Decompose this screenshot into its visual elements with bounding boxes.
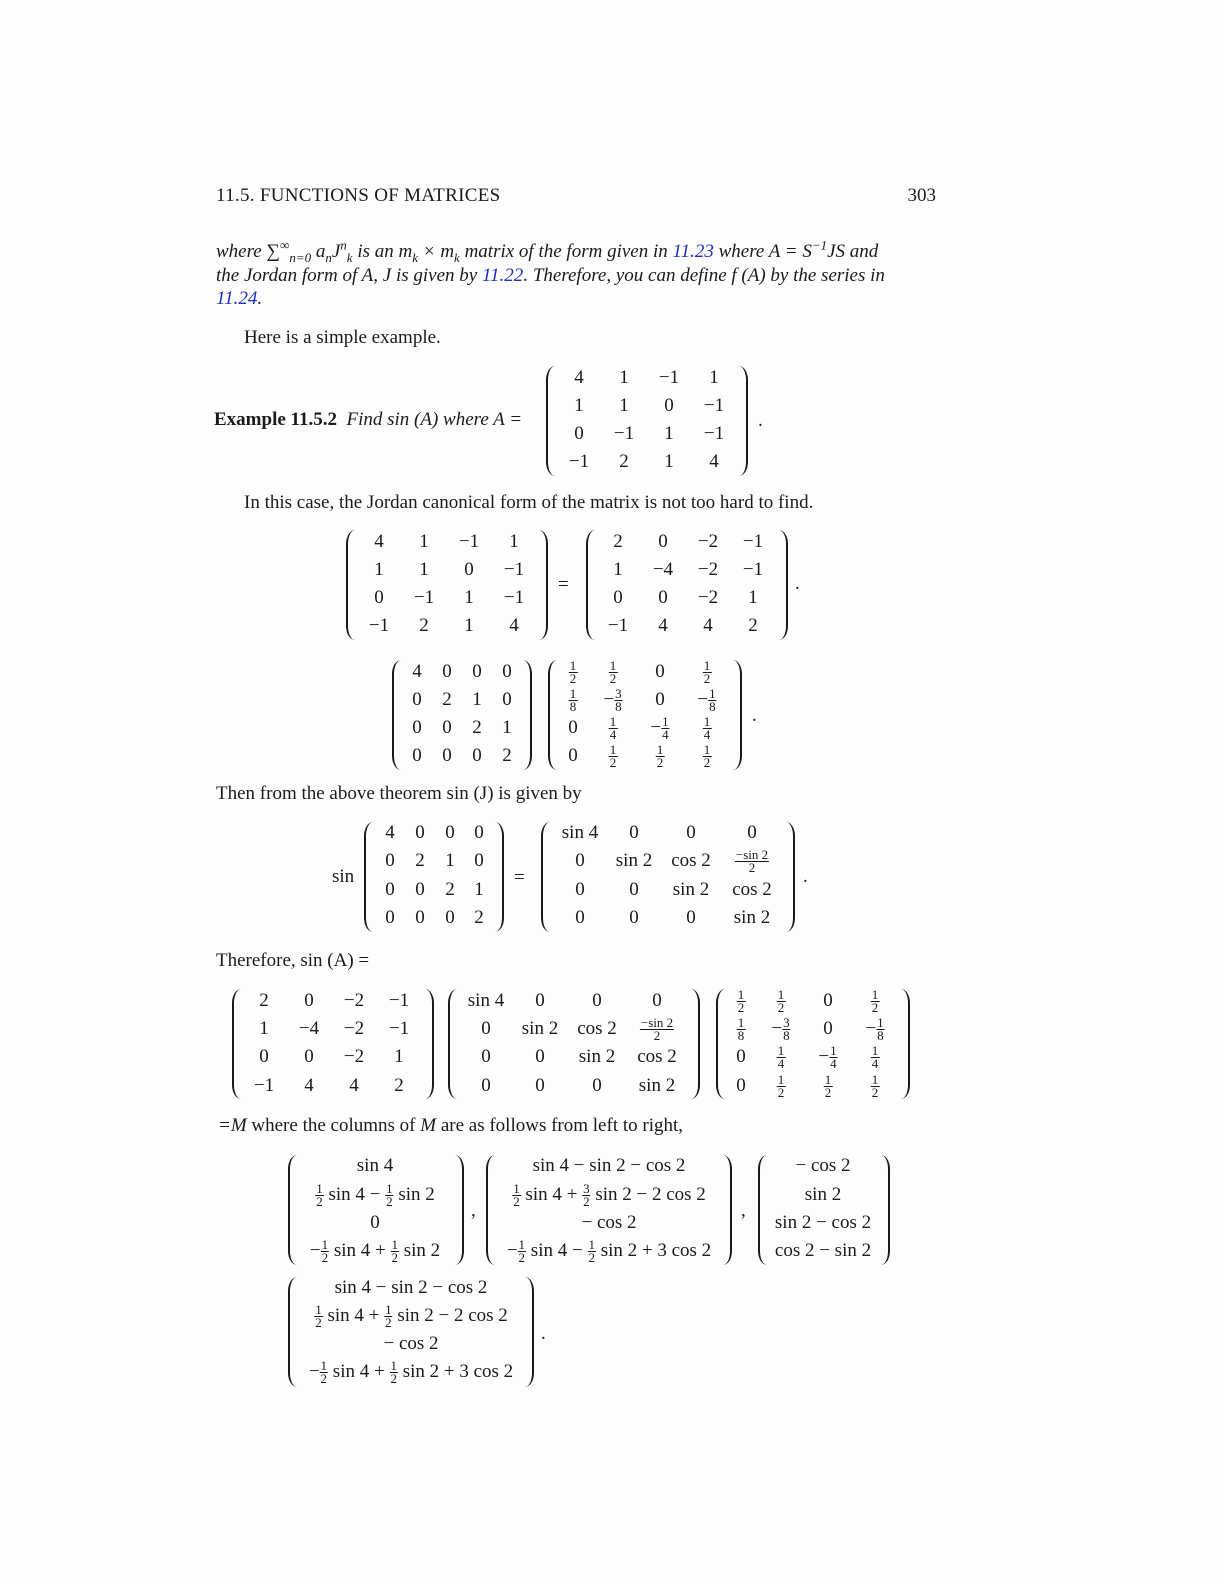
matrix-entry: 4: [709, 451, 719, 472]
matrix-entry: [640, 1015, 674, 1043]
matrix-entry: 0: [385, 907, 395, 928]
matrix-entry: 0: [629, 879, 639, 900]
left-parenthesis: [448, 989, 466, 1099]
matrix-entry: [737, 987, 746, 1015]
fraction: $\frac{3}{2}$: [583, 1181, 590, 1210]
intro-line-3: 11.24.: [216, 288, 263, 309]
matrix-S-inverse-product: [232, 989, 434, 1099]
matrix-entry: −1: [503, 559, 525, 580]
matrix-entry: 0: [664, 395, 674, 416]
matrix-entry: −1: [368, 615, 390, 636]
matrix-entry: cos 2: [637, 1046, 677, 1067]
matrix-S-inverse: [586, 530, 788, 640]
matrix-entry: − $\frac{3}{8}$: [603, 686, 622, 715]
matrix-entry: 0: [736, 1046, 746, 1067]
period: .: [795, 573, 800, 594]
matrix-entry: sin 2: [578, 1046, 616, 1067]
matrix-entry: [871, 1043, 880, 1071]
matrix-entry: 0: [304, 990, 314, 1011]
matrix-entry: [703, 658, 712, 686]
matrix-entry: −2: [697, 559, 719, 580]
fraction: $\frac{1}{8}$: [877, 1015, 884, 1044]
vector-entry: $\frac{1}{2}$ sin 4 + $\frac{3}{2}$ sin 2 − 2 cos 2: [513, 1181, 706, 1210]
matrix-entry: 0: [442, 717, 452, 738]
right-parenthesis: [446, 1155, 464, 1265]
matrix-entry: − $\frac{1}{4}$: [650, 714, 669, 743]
matrix-entry: 0: [575, 879, 585, 900]
ref-11-22[interactable]: 11.22: [481, 264, 524, 286]
matrix-entry: 4: [412, 661, 422, 682]
matrix-entry: [777, 987, 786, 1015]
fraction: $\frac{1}{2}$: [777, 987, 785, 1016]
matrix-entry: 0: [629, 822, 639, 843]
matrix-entry: sin 2: [521, 1018, 559, 1039]
matrix-entry: 0: [415, 879, 425, 900]
matrix-entry: −1: [742, 559, 764, 580]
matrix-entry: 2: [442, 689, 452, 710]
matrix-entry: 0: [686, 822, 696, 843]
fraction: $\frac{1}{2}$: [320, 1358, 328, 1387]
vector-entry: − $\frac{1}{2}$ sin 4 − $\frac{1}{2}$ sin 2 + 3 cos 2: [506, 1237, 712, 1266]
right-parenthesis: [714, 1155, 732, 1265]
matrix-entry: 2: [748, 615, 758, 636]
matrix-entry: 0: [568, 745, 578, 766]
matrix-entry: 0: [823, 1018, 833, 1039]
matrix-entry: sin 4: [467, 990, 505, 1011]
matrix-entry: cos 2: [732, 879, 772, 900]
right-parenthesis: [770, 530, 788, 640]
right-parenthesis: [777, 822, 795, 932]
matrix-entry: −1: [503, 587, 525, 608]
matrix-entry: −1: [413, 587, 435, 608]
matrix-entry: − $\frac{3}{8}$: [771, 1015, 790, 1044]
matrix-entry: 2: [619, 451, 629, 472]
matrix-entry: 2: [613, 531, 623, 552]
matrix-entry: [824, 1072, 833, 1100]
matrix-entry: −1: [703, 395, 725, 416]
fraction: $\frac{-\sin 2}{2}$: [735, 847, 769, 876]
fraction: $\frac{1}{2}$: [737, 987, 745, 1016]
fraction: $\frac{1}{2}$: [321, 1237, 329, 1266]
matrix-entry: −4: [298, 1018, 320, 1039]
theorem-text: Then from the above theorem sin (J) is given by: [216, 783, 582, 804]
matrix-entry: 0: [736, 1075, 746, 1096]
matrix-entry: sin 2: [733, 907, 771, 928]
intro-line-1: where $\sum^\infty_{n=0}$ $a_nJ^n_k$ is an $m_k \times m_k$ matrix of the form given in 11.23 where $A = S^{-1}JS$ and: [216, 237, 879, 265]
left-parenthesis: [758, 1155, 776, 1265]
matrix-entry: 2: [474, 907, 484, 928]
jordan-text: In this case, the Jordan canonical form of the matrix is not too hard to find.: [244, 492, 814, 513]
matrix-entry: 0: [655, 661, 665, 682]
matrix-entry: [609, 714, 618, 742]
left-parenthesis: [548, 660, 566, 770]
matrix-A-repeat: [346, 530, 548, 640]
matrix-entry: 0: [658, 531, 668, 552]
intro-paragraph: [216, 237, 936, 311]
fraction: $\frac{1}{2}$: [513, 1181, 520, 1210]
matrix-entry: 1: [619, 395, 629, 416]
fraction: $\frac{1}{8}$: [569, 686, 577, 715]
matrix-entry: −2: [343, 1018, 365, 1039]
fraction: $\frac{1}{8}$: [709, 686, 716, 715]
left-parenthesis: [586, 530, 604, 640]
intro-line-2: the Jordan form of A, J is given by 11.22. Therefore, you can define f (A) by the series in: [216, 264, 885, 286]
fraction: $\frac{1}{2}$: [871, 1072, 879, 1101]
matrix-entry: 0: [374, 587, 384, 608]
matrix-J-sin-arg: [364, 822, 504, 932]
page-number: 303: [907, 185, 936, 206]
matrix-entry: [777, 1072, 786, 1100]
matrix-entry: 1: [613, 559, 623, 580]
matrix-entry: 0: [823, 990, 833, 1011]
matrix-entry: 1: [472, 689, 482, 710]
left-parenthesis: [346, 530, 364, 640]
vector-entry: cos 2 − sin 2: [774, 1240, 872, 1261]
matrix-entry: 4: [703, 615, 713, 636]
matrix-entry: cos 2: [671, 850, 711, 871]
matrix-entry: [777, 1043, 786, 1071]
matrix-entry: −1: [388, 1018, 410, 1039]
matrix-entry: [569, 686, 578, 714]
matrix-entry: sin 2: [672, 879, 710, 900]
matrix-entry: 0: [481, 1075, 491, 1096]
matrix-entry: 0: [474, 850, 484, 871]
vector-entry: − cos 2: [581, 1212, 637, 1233]
matrix-entry: [569, 658, 578, 686]
vector-entry: $\frac{1}{2}$ sin 4 + $\frac{1}{2}$ sin 2 − 2 cos 2: [315, 1302, 508, 1331]
matrix-entry: [609, 742, 618, 770]
vector-entry: 0: [370, 1212, 380, 1233]
fraction: $\frac{1}{4}$: [871, 1043, 879, 1072]
example-heading: [214, 409, 522, 431]
right-parenthesis: [530, 530, 548, 640]
example-text: Find sin (A) where A =: [346, 409, 523, 430]
matrix-entry: 0: [655, 689, 665, 710]
matrix-entry: −2: [697, 531, 719, 552]
fraction: $\frac{3}{8}$: [783, 1015, 790, 1044]
matrix-entry: 0: [472, 661, 482, 682]
matrix-entry: 1: [259, 1018, 269, 1039]
fraction: $\frac{1}{2}$: [588, 1237, 595, 1266]
matrix-entry: 0: [592, 1075, 602, 1096]
matrix-entry: 1: [509, 531, 519, 552]
columns-text: =M where the columns of M are as follows from left to right,: [218, 1115, 684, 1136]
matrix-entry: 1: [502, 717, 512, 738]
matrix-entry: 4: [374, 531, 384, 552]
matrix-entry: −1: [388, 990, 410, 1011]
matrix-entry: 0: [481, 1018, 491, 1039]
fraction: $\frac{3}{8}$: [615, 686, 622, 715]
vector-entry: − $\frac{1}{2}$ sin 4 + $\frac{1}{2}$ sin 2 + 3 cos 2: [308, 1358, 514, 1387]
fraction: $\frac{1}{4}$: [609, 714, 617, 743]
fraction: $\frac{1}{2}$: [703, 742, 711, 771]
left-parenthesis: [288, 1277, 306, 1387]
vector-entry: − cos 2: [795, 1155, 851, 1176]
matrix-entry: 0: [412, 689, 422, 710]
vector-entry: − $\frac{1}{2}$ sin 4 + $\frac{1}{2}$ sin 2: [309, 1237, 441, 1266]
matrix-entry: 0: [574, 423, 584, 444]
matrix-S: [548, 660, 742, 770]
right-parenthesis: [486, 822, 504, 932]
matrix-A: [546, 366, 748, 476]
matrix-entry: − $\frac{1}{8}$: [865, 1015, 884, 1044]
fraction: $\frac{1}{2}$: [871, 987, 879, 1016]
column-vector-4: [288, 1277, 534, 1387]
matrix-entry: −1: [607, 615, 629, 636]
matrix-entry: −2: [343, 1046, 365, 1067]
matrix-entry: 0: [613, 587, 623, 608]
matrix-entry: 1: [619, 367, 629, 388]
vector-entry: sin 4 − sin 2 − cos 2: [532, 1155, 686, 1176]
fraction: $\frac{1}{2}$: [609, 658, 617, 687]
period: .: [803, 866, 808, 887]
matrix-entry: 0: [658, 587, 668, 608]
matrix-entry: [735, 847, 769, 875]
vector-entry: $\frac{1}{2}$ sin 4 − $\frac{1}{2}$ sin 2: [316, 1181, 435, 1210]
fraction: $\frac{1}{2}$: [824, 1072, 832, 1101]
matrix-entry: −1: [703, 423, 725, 444]
matrix-entry: [656, 742, 665, 770]
matrix-entry: 4: [574, 367, 584, 388]
matrix-entry: 1: [394, 1046, 404, 1067]
matrix-entry: 0: [304, 1046, 314, 1067]
section-title: 11.5. FUNCTIONS OF MATRICES: [216, 185, 501, 206]
matrix-entry: 1: [445, 850, 455, 871]
column-vector-1: [288, 1155, 464, 1265]
period: .: [541, 1323, 546, 1344]
matrix-entry: 0: [442, 745, 452, 766]
fraction: $\frac{1}{4}$: [830, 1043, 837, 1072]
matrix-entry: − $\frac{1}{8}$: [697, 686, 716, 715]
matrix-entry: 1: [664, 423, 674, 444]
matrix-entry: 0: [686, 907, 696, 928]
fraction: $\frac{1}{2}$: [609, 742, 617, 771]
matrix-entry: 4: [304, 1075, 314, 1096]
matrix-entry: 0: [575, 907, 585, 928]
matrix-S-product: [716, 989, 910, 1099]
matrix-entry: −1: [613, 423, 635, 444]
fraction: $\frac{1}{2}$: [391, 1237, 398, 1266]
fraction: $\frac{1}{2}$: [703, 658, 711, 687]
matrix-entry: 0: [568, 717, 578, 738]
right-parenthesis: [682, 989, 700, 1099]
matrix-entry: −1: [568, 451, 590, 472]
vector-entry: − cos 2: [383, 1333, 439, 1354]
vector-entry: sin 4: [356, 1155, 394, 1176]
matrix-entry: 0: [629, 907, 639, 928]
matrix-entry: 1: [419, 531, 429, 552]
matrix-entry: 2: [445, 879, 455, 900]
matrix-entry: 1: [374, 559, 384, 580]
matrix-entry: 0: [259, 1046, 269, 1067]
fraction: $\frac{1}{2}$: [518, 1237, 526, 1266]
matrix-entry: 4: [509, 615, 519, 636]
right-parenthesis: [516, 1277, 534, 1387]
comma: ,: [471, 1200, 476, 1221]
column-vector-2: [486, 1155, 732, 1265]
fraction: $\frac{1}{2}$: [569, 658, 577, 687]
matrix-entry: 1: [664, 451, 674, 472]
matrix-entry: 0: [412, 717, 422, 738]
matrix-entry: −4: [652, 559, 674, 580]
matrix-entry: 1: [464, 615, 474, 636]
period: .: [758, 410, 763, 431]
fraction: $\frac{1}{2}$: [386, 1181, 393, 1210]
matrix-entry: 2: [502, 745, 512, 766]
comma: ,: [741, 1200, 746, 1221]
equals-sign: =: [558, 574, 569, 595]
matrix-entry: −1: [742, 531, 764, 552]
running-header: [216, 185, 936, 207]
matrix-entry: 0: [481, 1046, 491, 1067]
example-label: Example 11.5.2: [214, 409, 337, 430]
therefore-text: Therefore, sin (A) =: [216, 950, 370, 971]
ref-11-23[interactable]: 11.23: [672, 241, 714, 262]
fraction: $\frac{1}{4}$: [662, 714, 669, 743]
matrix-entry: −1: [458, 531, 480, 552]
matrix-sin-J: [541, 822, 795, 932]
matrix-entry: 0: [445, 822, 455, 843]
fraction: $\frac{1}{2}$: [315, 1302, 322, 1331]
matrix-entry: 1: [474, 879, 484, 900]
matrix-entry: 0: [502, 689, 512, 710]
matrix-entry: 0: [535, 1046, 545, 1067]
right-parenthesis: [730, 366, 748, 476]
matrix-entry: 2: [472, 717, 482, 738]
matrix-entry: sin 2: [615, 850, 653, 871]
matrix-entry: 0: [472, 745, 482, 766]
matrix-entry: 2: [259, 990, 269, 1011]
matrix-entry: 4: [349, 1075, 359, 1096]
right-parenthesis: [724, 660, 742, 770]
simple-example-text: Here is a simple example.: [244, 327, 441, 348]
right-parenthesis: [892, 989, 910, 1099]
fraction: $\frac{1}{8}$: [737, 1015, 745, 1044]
matrix-entry: 0: [464, 559, 474, 580]
fraction: $\frac{1}{4}$: [703, 714, 711, 743]
matrix-entry: cos 2: [577, 1018, 617, 1039]
matrix-entry: [703, 714, 712, 742]
column-vector-3: [758, 1155, 890, 1265]
left-parenthesis: [392, 660, 410, 770]
left-parenthesis: [716, 989, 734, 1099]
right-parenthesis: [514, 660, 532, 770]
vector-entry: sin 4 − sin 2 − cos 2: [334, 1277, 488, 1298]
matrix-entry: 2: [419, 615, 429, 636]
vector-entry: sin 2 − cos 2: [774, 1212, 872, 1233]
left-parenthesis: [364, 822, 382, 932]
left-parenthesis: [541, 822, 559, 932]
matrix-entry: 0: [592, 990, 602, 1011]
matrix-entry: 0: [502, 661, 512, 682]
equals-sign: =: [514, 867, 525, 888]
matrix-entry: 2: [415, 850, 425, 871]
matrix-entry: 0: [412, 745, 422, 766]
matrix-entry: −1: [253, 1075, 275, 1096]
ref-11-24[interactable]: 11.24: [216, 288, 258, 309]
matrix-entry: 0: [474, 822, 484, 843]
matrix-entry: − $\frac{1}{4}$: [818, 1043, 837, 1072]
left-parenthesis: [288, 1155, 306, 1265]
matrix-entry: 0: [415, 907, 425, 928]
matrix-entry: 2: [394, 1075, 404, 1096]
matrix-entry: [871, 987, 880, 1015]
matrix-entry: sin 2: [638, 1075, 676, 1096]
matrix-entry: 4: [385, 822, 395, 843]
matrix-entry: 4: [658, 615, 668, 636]
fraction: $\frac{1}{2}$: [390, 1358, 397, 1387]
matrix-entry: sin 4: [561, 822, 599, 843]
fraction: $\frac{-\sin 2}{2}$: [640, 1015, 674, 1044]
fraction: $\frac{1}{2}$: [316, 1181, 323, 1210]
fraction: $\frac{1}{4}$: [777, 1043, 785, 1072]
fraction: $\frac{1}{2}$: [656, 742, 664, 771]
sin-label: sin: [332, 866, 355, 887]
matrix-entry: 1: [748, 587, 758, 608]
matrix-entry: 1: [419, 559, 429, 580]
matrix-entry: [737, 1015, 746, 1043]
matrix-entry: −2: [343, 990, 365, 1011]
fraction: $\frac{1}{2}$: [385, 1302, 392, 1331]
matrix-entry: 0: [575, 850, 585, 871]
matrix-entry: 0: [385, 879, 395, 900]
matrix-entry: 0: [445, 907, 455, 928]
matrix-entry: 0: [415, 822, 425, 843]
matrix-sin-J-product: [448, 989, 700, 1099]
left-parenthesis: [232, 989, 250, 1099]
matrix-entry: −2: [697, 587, 719, 608]
left-parenthesis: [546, 366, 564, 476]
matrix-entry: 0: [535, 1075, 545, 1096]
right-parenthesis: [416, 989, 434, 1099]
matrix-entry: 1: [709, 367, 719, 388]
matrix-entry: 0: [535, 990, 545, 1011]
matrix-entry: [609, 658, 618, 686]
matrix-entry: 0: [442, 661, 452, 682]
matrix-entry: −1: [658, 367, 680, 388]
fraction: $\frac{1}{2}$: [777, 1072, 785, 1101]
matrix-J: [392, 660, 532, 770]
matrix-entry: 0: [747, 822, 757, 843]
period: .: [752, 705, 757, 726]
matrix-entry: [703, 742, 712, 770]
matrix-entry: 1: [574, 395, 584, 416]
right-parenthesis: [872, 1155, 890, 1265]
matrix-entry: 0: [385, 850, 395, 871]
matrix-entry: 1: [464, 587, 474, 608]
matrix-entry: 0: [652, 990, 662, 1011]
vector-entry: sin 2: [804, 1184, 842, 1205]
matrix-entry: [871, 1072, 880, 1100]
left-parenthesis: [486, 1155, 504, 1265]
